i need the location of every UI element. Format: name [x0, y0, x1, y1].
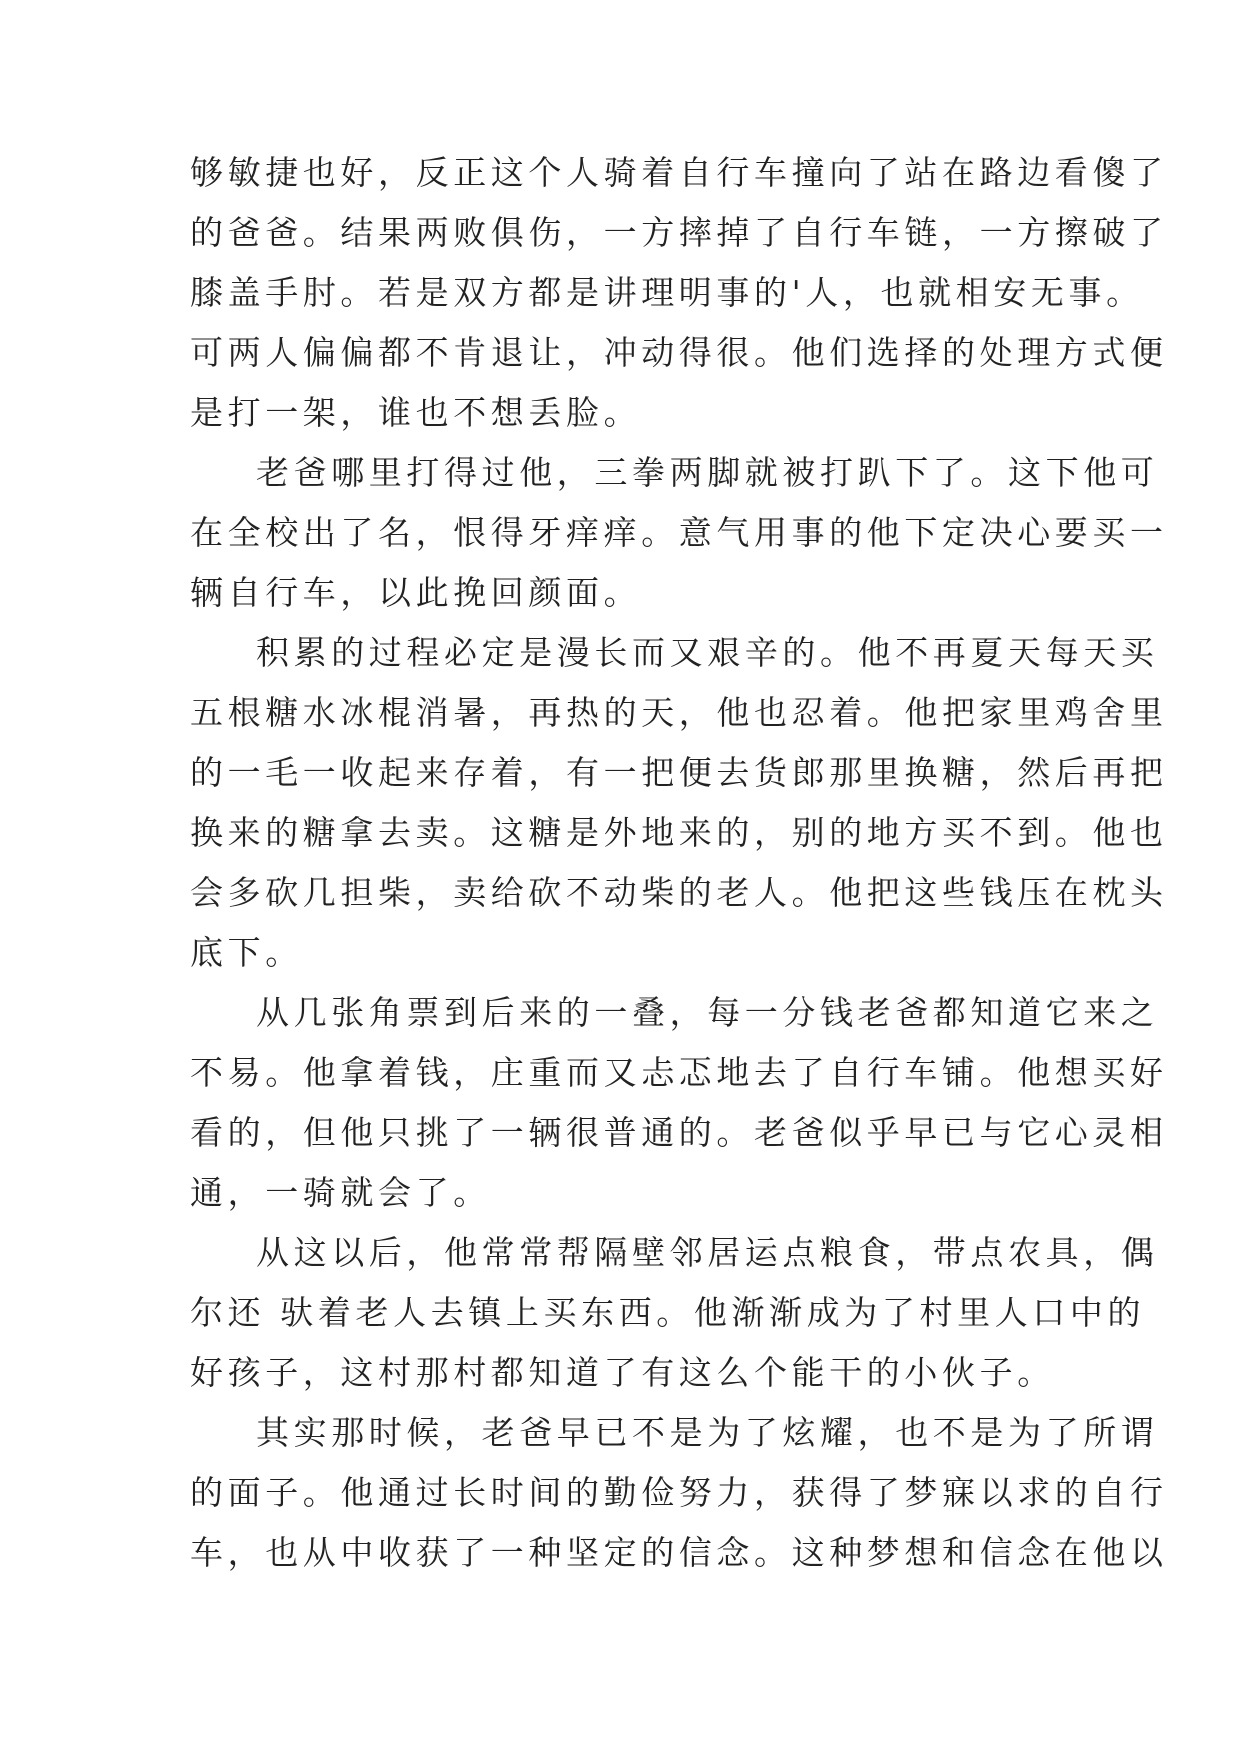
text-line: 的面子。他通过长时间的勤俭努力，获得了梦寐以求的自行	[190, 1473, 1168, 1512]
text-line: 辆自行车，以此挽回颜面。	[190, 573, 642, 612]
text-line: 尔还 驮着老人去镇上买东西。他渐渐成为了村里人口中的	[190, 1293, 1146, 1332]
text-line: 底下。	[190, 933, 303, 972]
paragraph-first-line: 从这以后，他常常帮隔壁邻居运点粮食，带点农具，偶	[256, 1233, 1159, 1272]
paragraph-first-line: 其实那时候，老爸早已不是为了炫耀，也不是为了所谓	[256, 1413, 1159, 1452]
text-line: 好孩子，这村那村都知道了有这么个能干的小伙子。	[190, 1353, 1055, 1392]
text-line: 是打一架，谁也不想丢脸。	[190, 393, 642, 432]
text-line: 五根糖水冰棍消暑，再热的天，他也忍着。他把家里鸡舍里	[190, 693, 1168, 732]
text-line: 的爸爸。结果两败俱伤，一方摔掉了自行车链，一方擦破了	[190, 213, 1168, 252]
text-line: 不易。他拿着钱，庄重而又忐忑地去了自行车铺。他想买好	[190, 1053, 1168, 1092]
paragraph-first-line: 从几张角票到后来的一叠，每一分钱老爸都知道它来之	[256, 993, 1159, 1032]
body-text	[190, 143, 1168, 1583]
text-line: 在全校出了名，恨得牙痒痒。意气用事的他下定决心要买一	[190, 513, 1168, 552]
paragraph-first-line: 积累的过程必定是漫长而又艰辛的。他不再夏天每天买	[256, 633, 1159, 672]
text-line: 够敏捷也好，反正这个人骑着自行车撞向了站在路边看傻了	[190, 153, 1168, 192]
text-line: 车，也从中收获了一种坚定的信念。这种梦想和信念在他以	[190, 1533, 1168, 1572]
text-line: 膝盖手肘。若是双方都是讲理明事的'人，也就相安无事。	[190, 273, 1144, 312]
text-line: 通，一骑就会了。	[190, 1173, 491, 1212]
text-line: 的一毛一收起来存着，有一把便去货郎那里换糖，然后再把	[190, 753, 1168, 792]
text-line: 可两人偏偏都不肯退让，冲动得很。他们选择的处理方式便	[190, 333, 1168, 372]
paragraph-first-line: 老爸哪里打得过他，三拳两脚就被打趴下了。这下他可	[256, 453, 1159, 492]
text-line: 会多砍几担柴，卖给砍不动柴的老人。他把这些钱压在枕头	[190, 873, 1168, 912]
text-line: 看的，但他只挑了一辆很普通的。老爸似乎早已与它心灵相	[190, 1113, 1168, 1152]
text-line: 换来的糖拿去卖。这糖是外地来的，别的地方买不到。他也	[190, 813, 1168, 852]
